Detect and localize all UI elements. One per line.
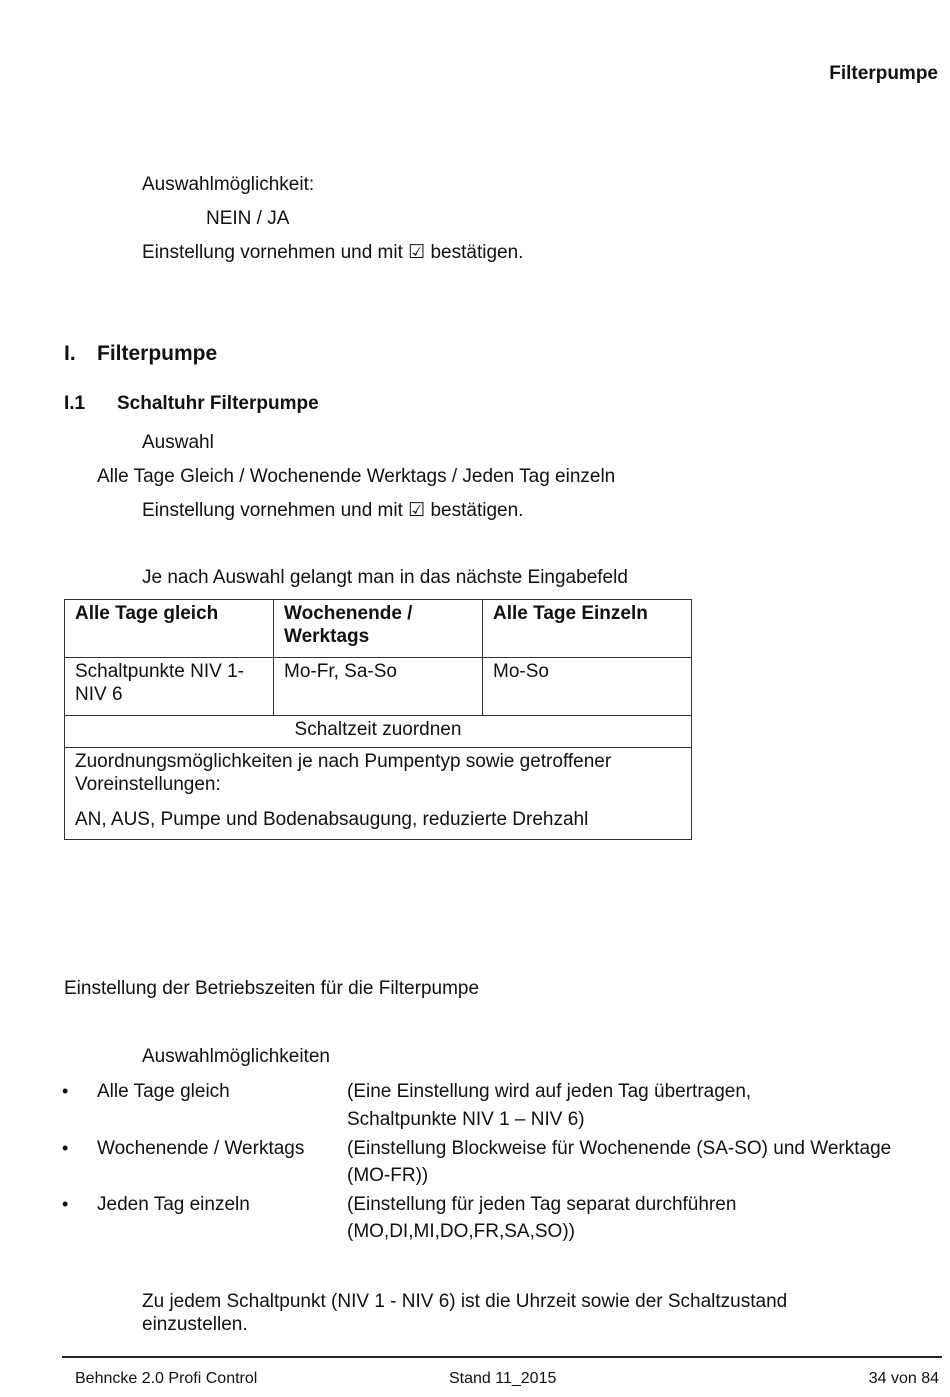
table-header-cell: Wochenende / Werktags [274, 600, 483, 658]
subsection-instruction: Einstellung vornehmen und mit ☑ bestätigen. [142, 500, 524, 521]
footer-left: Behncke 2.0 Profi Control [75, 1370, 258, 1387]
list-item-term: Wochenende / Werktags [97, 1138, 305, 1159]
subsection-options: Alle Tage Gleich / Wochenende Werktags / Jeden Tag einzeln [97, 466, 616, 487]
list-item-term: Alle Tage gleich [97, 1081, 230, 1102]
list-item-desc: (Einstellung für jeden Tag separat durchführen [347, 1194, 737, 1215]
subsection-title: Schaltuhr Filterpumpe [117, 393, 319, 414]
footer-center: Stand 11_2015 [449, 1370, 557, 1387]
table-span-cell: Schaltzeit zuordnen [65, 716, 692, 748]
footer-page-number: 34 von 84 [868, 1370, 939, 1387]
table-note-cell [65, 748, 692, 840]
intro-label: Auswahlmöglichkeit: [142, 174, 315, 195]
table-cell: Mo-So [483, 658, 692, 716]
table-note-row [65, 748, 692, 840]
table-lead: Je nach Auswahl gelangt man in das nächste Eingabefeld [142, 567, 628, 588]
list-item-desc: Schaltpunkte NIV 1 – NIV 6) [347, 1109, 585, 1130]
closing-text: Zu jedem Schaltpunkt (NIV 1 - NIV 6) ist die Uhrzeit sowie der Schaltzustand [142, 1291, 788, 1312]
list-item-desc: (MO,DI,MI,DO,FR,SA,SO)) [347, 1221, 575, 1242]
footer-divider [62, 1356, 942, 1358]
schedule-table [64, 599, 692, 840]
table-cell: Schaltpunkte NIV 1- NIV 6 [65, 658, 274, 716]
list-item-desc: (Einstellung Blockweise für Wochenende (SA-SO) und Werktage [347, 1138, 892, 1159]
section-title: Filterpumpe [97, 342, 218, 365]
table-header-cell: Alle Tage Einzeln [483, 600, 692, 658]
section-number: I. [64, 342, 76, 365]
subsection-number: I.1 [64, 393, 86, 414]
list-item-term: Jeden Tag einzeln [97, 1194, 250, 1215]
table-span-row [65, 716, 692, 748]
page-header-title: Filterpumpe [829, 63, 938, 84]
bullet-icon: • [62, 1194, 69, 1214]
intro-options: NEIN / JA [206, 208, 290, 229]
bullet-icon: • [62, 1138, 69, 1158]
table-note-line: Zuordnungsmöglichkeiten je nach Pumpentyp sowie getroffener Voreinstellungen: [75, 751, 612, 795]
list-item-desc: (Eine Einstellung wird auf jeden Tag übertragen, [347, 1081, 752, 1102]
intro-instruction: Einstellung vornehmen und mit ☑ bestätigen. [142, 242, 524, 263]
bullet-icon: • [62, 1081, 69, 1101]
table-header-cell: Alle Tage gleich [65, 600, 274, 658]
table-cell: Mo-Fr, Sa-So [274, 658, 483, 716]
closing-text: einzustellen. [142, 1314, 248, 1335]
table-row [65, 658, 692, 716]
table-header-row [65, 600, 692, 658]
operating-title: Einstellung der Betriebszeiten für die Filterpumpe [64, 978, 480, 999]
subsection-label: Auswahl [142, 432, 214, 453]
list-item-desc: (MO-FR)) [347, 1165, 429, 1186]
operating-label: Auswahlmöglichkeiten [142, 1046, 330, 1067]
table-note-line: AN, AUS, Pumpe und Bodenabsaugung, reduzierte Drehzahl [75, 809, 589, 830]
